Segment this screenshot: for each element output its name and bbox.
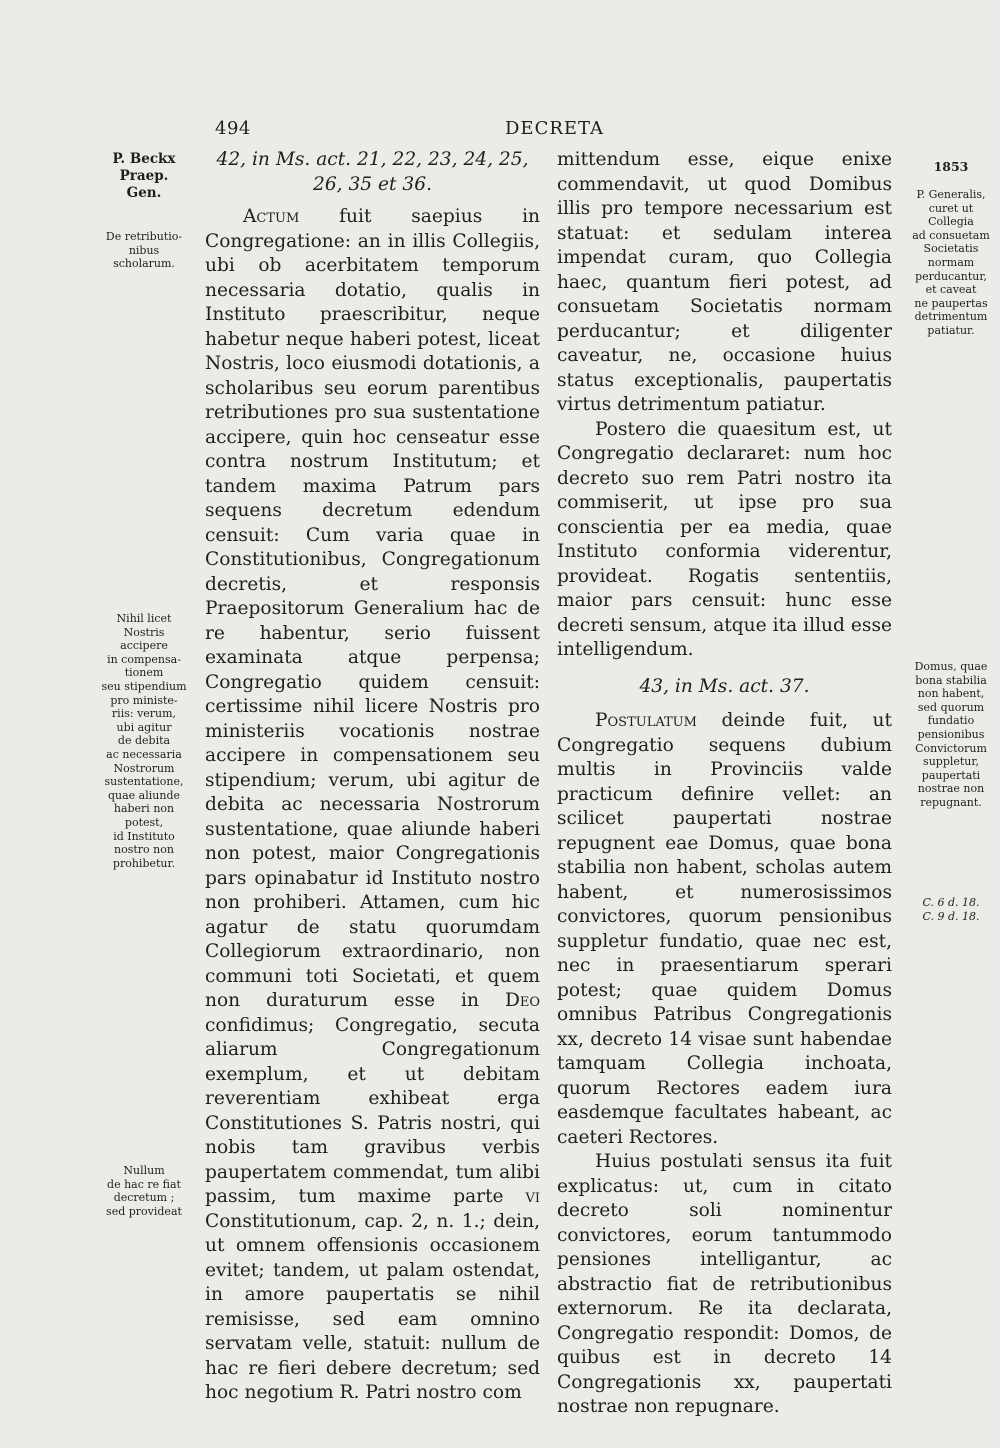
decree-42-text-c: Constitutionum, cap. 2, n. 1.; dein, ut omnem offensionis occasionem evitet; tandem, ut palam ostendat, in amore paupertatis se nihil remisisse, sed eam omnino servatam velle, statuit: nullum de hac re fieri debere decretum; sed hoc negotium R. Patri nostro com bbox=[205, 1210, 540, 1403]
margin-header-author: P. Beckx Praep. Gen. bbox=[112, 151, 176, 201]
running-head: DECRETA bbox=[505, 118, 605, 139]
decree-43-paragraph-2: Huius postulati sensus ita fuit explicatus: ut, cum in citato decreto soli nominentur convictores, eorum tantummodo pensiones intelligantur, ac abstractio fiat de retributionibus externorum. Re ita declarata, Congregatio respondit: Domos, de quibus est in decreto 14 Congregationis xx, paupertati nostrae non repugnare. bbox=[557, 1151, 892, 1417]
decree-42-paragraph-2: Postero die quaesitum est, ut Congregatio declararet: num hoc decreto suo rem Patri nostro ita commiserit, ut ipse pro sua conscientia per ea media, quae Instituto conformia viderentur, provideat. Rogatis sententiis, maior pars censuit: hunc esse decreti sensum, atque ita illud esse intelligendum. bbox=[557, 418, 892, 660]
decree-43-text: deinde fuit, ut Congregatio sequens dubium multis in Provinciis valde practicum definire vellet: an scilicet paupertati nostrae repugnent eae Domus, quae bona stabilia non habent, scholas autem habent, et numerosissimos convictores, quorum pensionibus suppletur fundatio, quae nec est, nec in praesentiarum sperari potest; quae quidem Domus omnibus Patribus Congregationis xx, decreto 14 visae sunt habendae tamquam Collegia inchoata, quorum Rectores eadem iura easdemque facultates habeant, ac caeteri Rectores. bbox=[557, 710, 892, 1148]
decree-43-heading: 43, in Ms. act. 37. bbox=[639, 675, 810, 697]
margin-year: 1853 bbox=[933, 159, 969, 174]
margin-note-retributions: De retributio- nibus scholarum. bbox=[105, 230, 183, 271]
decree-42-text-a: fuit saepius in Congregatione: an in illis Collegiis, ubi ob acerbitatem temporum necessaria dotatio, qualis in Instituto praescribitur, neque habetur neque haberi potest, liceat Nostris, loco eiusmodi dotationis, a scholaribus seu eorum parentibus retributiones pro sua sustentatione accipere, quin hoc censeatur esse contra nostrum Institutum; et tandem maxima Patrum pars sequens decretum edendum censuit: Cum varia quae in Constitutionibus, Congregationum decretis, et responsis Praepositorum Generalium hac de re habentur, serio fuissent examinata atque perpensa; Congregatio quidem censuit: certissime nihil licere Nostris pro ministeriis vocationis nostrae accipere in compensationem seu stipendium; verum, ubi agitur de debita ac necessaria Nostrorum sustentatione, quae aliunde haberi non potest, maior Congregationis pars opinabatur id Instituto nostro non prohiberi. Attamen, cum hic agatur de statu quorumdam Collegiorum extraordinario, non communi toti Societati, et quem non duraturum esse in bbox=[205, 206, 540, 1011]
right-column bbox=[557, 148, 892, 1420]
margin-note-nihil-licet: Nihil licet Nostris accipere in compensa- tionem seu stipendium pro ministe- riis: verum, ubi agitur de debita ac necessaria Nostrorum sustentatione, quae aliunde haberi non potest, id Instituto nostro non prohibetur. bbox=[101, 612, 187, 870]
left-column bbox=[205, 148, 540, 1406]
decree-42-opening-word: Actum bbox=[243, 206, 300, 227]
decree-42-part-numeral: vi bbox=[525, 1186, 540, 1207]
decree-43-paragraph-1 bbox=[557, 709, 892, 1150]
decree-43-opening-word: Postulatum bbox=[595, 710, 697, 731]
margin-references: C. 6 d. 18. C. 9 d. 18. bbox=[922, 896, 980, 923]
decree-42-deo: Deo bbox=[504, 990, 540, 1011]
decree-42-continuation: mittendum esse, eique enixe commendavit, ut quod Domibus illis pro tempore necessarium est statuat: et sedulam interea impendat curam, quo Collegia haec, quantum fieri potest, ad consuetam Societatis normam perducantur; et diligenter caveatur, ne, occasione huius status exceptionalis, paupertatis virtus detrimentum patiatur. bbox=[557, 149, 892, 415]
decree-42-text-b: confidimus; Congregatio, secuta aliarum Congregationum exemplum, et ut debitam reverentiam exhibeat erga Constitutiones S. Patris nostri, qui nobis tam gravibus verbis paupertatem commendat, tum alibi passim, tum maxime parte bbox=[205, 1014, 540, 1207]
page-number: 494 bbox=[215, 118, 251, 139]
margin-note-nullum: Nullum de hac re fiat decretum ; sed provideat bbox=[106, 1164, 182, 1218]
margin-note-domus: Domus, quae bona stabilia non habent, sed quorum fundatio pensionibus Convictorum suppletur, paupertati nostrae non repugnant. bbox=[914, 660, 988, 809]
decree-42-heading: 42, in Ms. act. 21, 22, 23, 24, 25, 26, 35 et 36. bbox=[216, 149, 529, 195]
margin-note-generalis: P. Generalis, curet ut Collegia ad consuetam Societatis normam perducantur, et caveat ne paupertas detrimentum patiatur. bbox=[912, 188, 990, 337]
decree-42-paragraph-1 bbox=[205, 205, 540, 1406]
